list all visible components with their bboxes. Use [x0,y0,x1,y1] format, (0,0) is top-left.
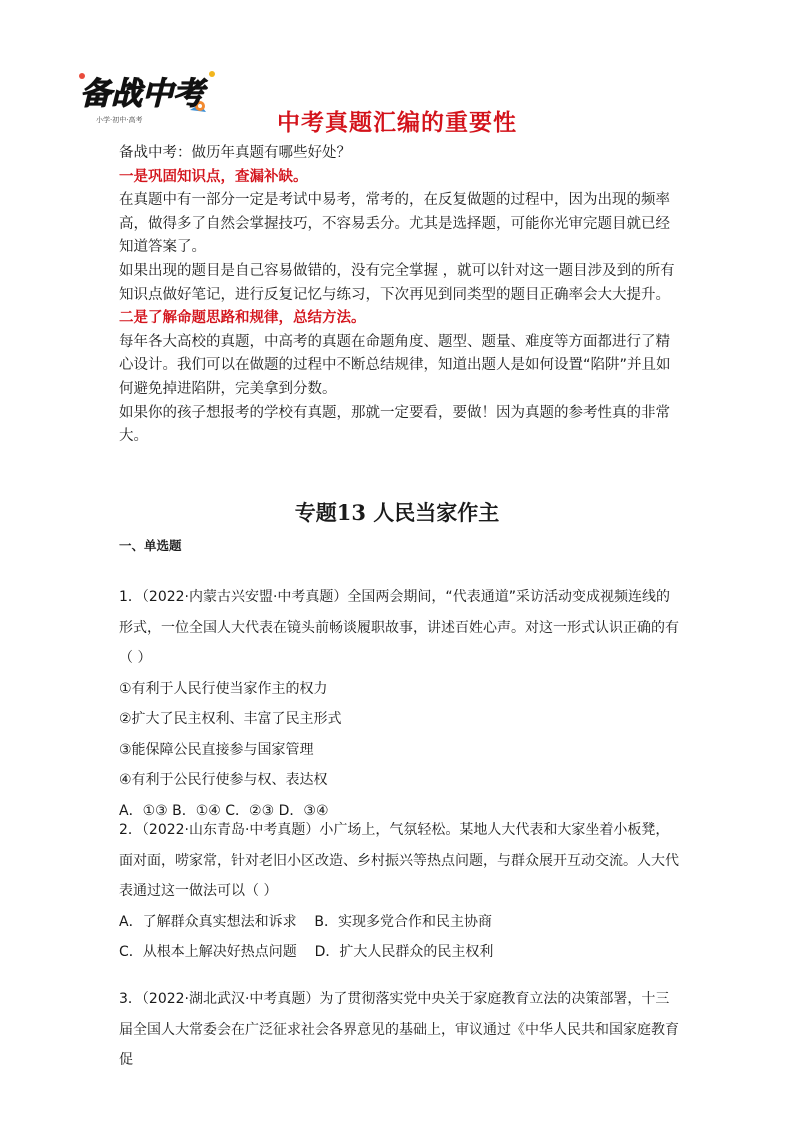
topic-title: 专题13 人民当家作主 [294,500,500,525]
question-1 [119,582,679,826]
logo-text: 备战中考 [80,76,204,112]
section-heading: 一、单选题 [119,538,182,553]
question-item: ②扩大了民主权利、丰富了民主形式 [119,711,342,727]
intro-paragraph-2: 如果出现的题目是自己容易做错的，没有完全掌握 ，就可以针对这一题目涉及到的所有知识点做好笔记，进行反复记忆与练习，下次再见到同类型的题目正确率会大大提升。 [119,262,675,303]
question-options: A．①③ B．①④ C．②③ D．③④ [119,802,329,819]
question-stem: 1．（2022·内蒙古兴安盟·中考真题）全国两会期间，“代表通道”采访活动变成视频连线的形式，一位全国人大代表在镜头前畅谈履职故事，讲述百姓心声。对这一形式认识正确的有（ ） [119,589,679,666]
point1-heading: 一是巩固知识点，查漏补缺。 [119,168,308,185]
question-item: ④有利于公民行使参与权、表达权 [119,772,328,788]
point2-heading: 二是了解命题思路和规律，总结方法。 [119,310,366,327]
intro-title: 中考真题汇编的重要性 [277,110,517,136]
question-3 [119,984,679,1076]
question-options-row-1: A．了解群众真实想法和诉求 B．实现多党合作和民主协商 [119,913,492,930]
question-stem: 2．（2022·山东青岛·中考真题）小广场上，气氛轻松。某地人大代表和大家坐着小板凳，面对面，唠家常，针对老旧小区改造、乡村振兴等热点问题，与群众展开互动交流。人大代表通过这一做法可以（ ） [119,822,679,899]
question-item: ①有利于人民行使当家作主的权力 [119,680,328,697]
intro-section [119,142,679,449]
intro-question: 备战中考：做历年真题有哪些好处？ [119,145,351,161]
question-item: ③能保障公民直接参与国家管理 [119,741,314,758]
question-2 [119,815,679,968]
intro-paragraph-4: 如果你的孩子想报考的学校有真题，那就一定要看，要做！因为真题的参考性真的非常大。 [119,404,670,445]
question-stem: 3．（2022·湖北武汉·中考真题）为了贯彻落实党中央关于家庭教育立法的决策部署，十三届全国人大常委会在广泛征求社会各界意见的基础上，审议通过《中华人民共和国家庭教育促 [119,991,679,1068]
logo-subtext: 小学·初中·高考 [96,116,143,124]
intro-paragraph-1: 在真题中有一部分一定是考试中易考，常考的，在反复做题的过程中，因为出现的频率高，做得多了自然会掌握技巧，不容易丢分。尤其是选择题，可能你光审完题目就已经知道答案了。 [119,192,670,256]
question-options-row-2: C．从根本上解决好热点问题 D．扩大人民群众的民主权利 [119,944,494,960]
intro-paragraph-3: 每年各大高校的真题，中高考的真题在命题角度、题型、题量、难度等方面都进行了精心设计。我们可以在做题的过程中不断总结规律，知道出题人是如何设置“陷阱”并且如何避免掉进陷阱，完美拿到分数。 [119,333,671,397]
